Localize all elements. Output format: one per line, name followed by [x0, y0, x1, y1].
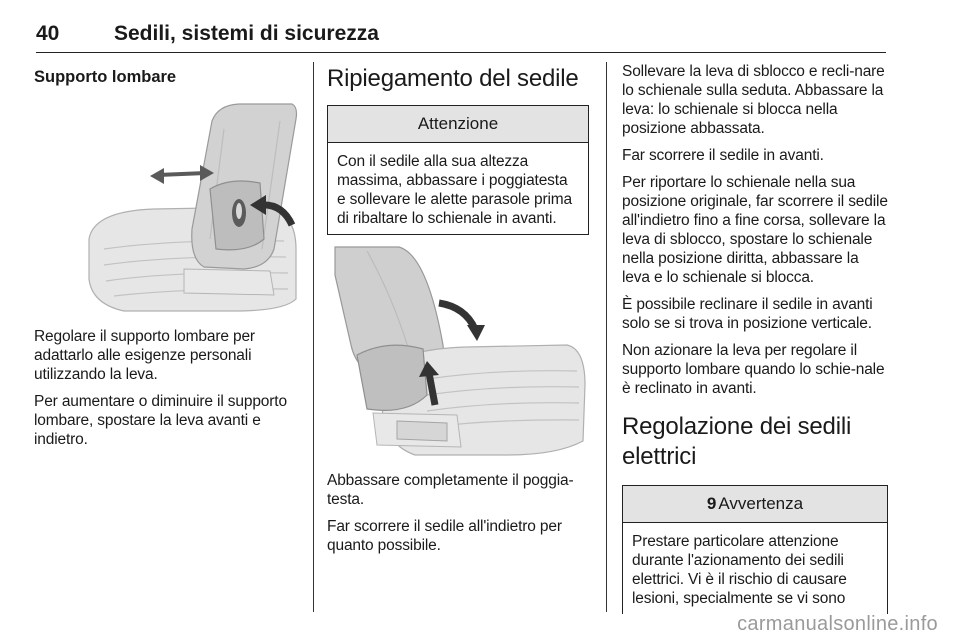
chapter-title: Sedili, sistemi di sicurezza: [114, 22, 379, 45]
folding-cont-paragraph-4: È possibile reclinare il sedile in avanti solo se si trova in posizione verticale.: [622, 296, 873, 332]
page-header: [36, 22, 886, 53]
page-number: 40: [36, 22, 60, 45]
caution-title: Attenzione: [328, 106, 588, 143]
lumbar-support-illustration: [34, 99, 298, 313]
watermark: carmanualsonline.info: [737, 613, 938, 635]
caution-box: [327, 105, 589, 235]
folding-cont-paragraph-5: Non azionare la leva per regolare il supporto lombare quando lo schie-nale è reclinato in avanti.: [622, 342, 885, 397]
warning-title: Avvertenza: [718, 494, 804, 513]
column-lumbar: [34, 62, 299, 457]
warning-box: [622, 485, 888, 614]
folding-paragraph-2: Far scorrere il sedile all'indietro per quanto possibile.: [327, 518, 562, 554]
folding-cont-paragraph-2: Far scorrere il sedile in avanti.: [622, 147, 824, 164]
section-heading-folding: Ripiegamento del sedile: [327, 65, 579, 92]
folding-cont-paragraph-3: Per riportare lo schienale nella sua posizione originale, far scorrere il sedile all'indietro fino a fine corsa, sollevare la leva di sblocco, spostare lo schienale nella posizione diritta, abbassare la leva e lo schienale si blocca.: [622, 174, 888, 286]
column-folding-continued: [622, 62, 888, 614]
lumbar-paragraph-2: Per aumentare o diminuire il supporto lombare, spostare la leva avanti e indietro.: [34, 393, 287, 448]
warning-header: [623, 486, 887, 523]
seat-folding-illustration: [327, 245, 589, 459]
section-heading-lumbar: Supporto lombare: [34, 68, 177, 86]
section-heading-electric-seats: Regolazione dei sedili elettrici: [622, 413, 852, 470]
folding-paragraph-1: Abbassare completamente il poggia-testa.: [327, 472, 574, 508]
column-divider-1: [313, 62, 314, 612]
warning-icon: 9: [706, 494, 717, 513]
folding-cont-paragraph-1: Sollevare la leva di sblocco e recli-nare lo schienale sulla seduta. Abbassare la leva: lo schienale si blocca nella posizione abbassata.: [622, 63, 885, 137]
caution-text: Con il sedile alla sua altezza massima, abbassare i poggiatesta e sollevare le alette parasole prima di ribaltare lo schienale in avanti.: [337, 153, 572, 227]
lumbar-paragraph-1: Regolare il supporto lombare per adattarlo alle esigenze personali utilizzando la leva.: [34, 328, 255, 383]
column-divider-2: [606, 62, 607, 612]
column-folding: [327, 62, 589, 563]
warning-text: Prestare particolare attenzione durante l'azionamento dei sedili elettrici. Vi è il rischio di causare lesioni, specialmente se vi sono: [632, 533, 847, 607]
